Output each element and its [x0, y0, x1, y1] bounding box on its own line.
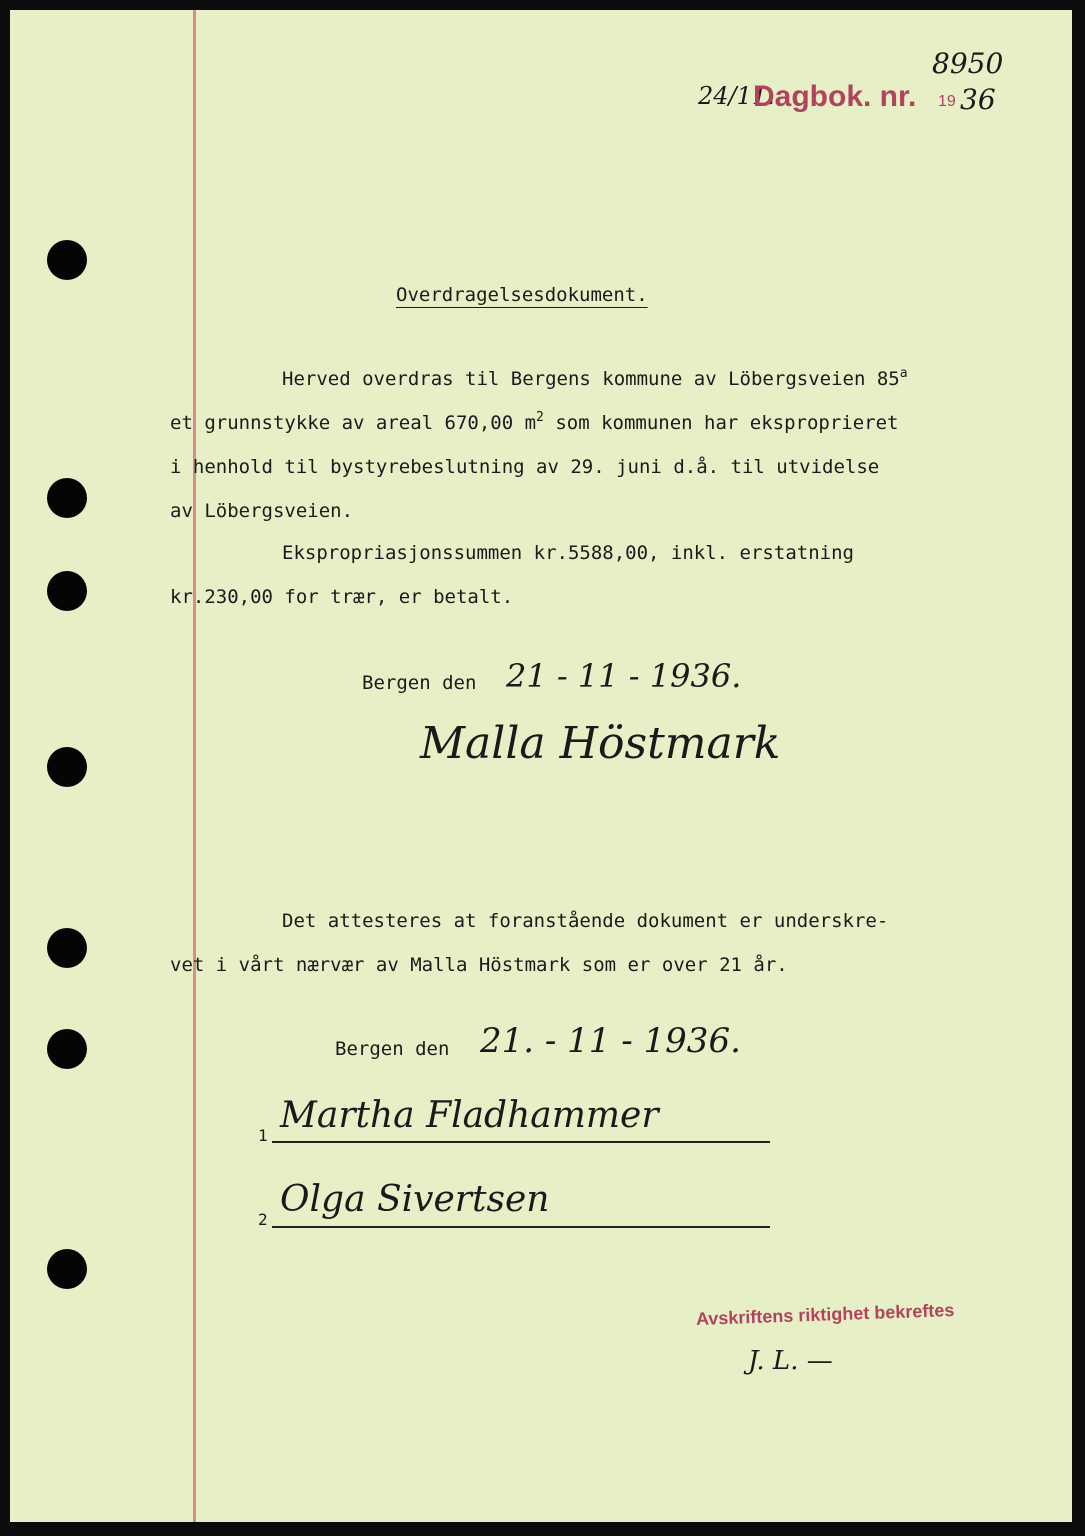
body-line-2: et grunnstykke av areal 670,00 $m^2$ som kommunen har eksproprieret	[170, 410, 899, 434]
document-title: Overdragelsesdokument.	[396, 284, 648, 306]
signing1-date: 21 - 11 - 1936.	[506, 657, 742, 695]
dagbok-stamp-label: Dagbok. nr.	[753, 80, 917, 113]
punch-hole-4	[47, 747, 87, 787]
punch-hole-3	[47, 571, 87, 611]
punch-hole-7	[47, 1249, 87, 1289]
entry-number: 8950	[932, 47, 1004, 80]
certification-stamp: Avskriftens riktighet bekreftes	[695, 1299, 955, 1329]
witness-1-line	[272, 1141, 770, 1143]
header-date-note: 24/11.	[698, 82, 775, 110]
body-line-4: av Löbergsveien.	[170, 500, 354, 522]
year-prefix: 19	[938, 93, 956, 110]
signature-malla-hostmark: Malla Höstmark	[420, 718, 781, 769]
punch-hole-6	[47, 1029, 87, 1069]
punch-hole-5	[47, 928, 87, 968]
attestation-line-1: Det attesteres at foranstående dokument er underskre-	[282, 910, 889, 932]
body-line-1: Herved overdras til Bergens kommune av Löbergsveien 85$^a$	[282, 366, 908, 390]
body-line-5: Ekspropriasjonssummen kr.5588,00, inkl. erstatning	[282, 542, 854, 564]
margin-line	[193, 10, 196, 1522]
signing1-place: Bergen den	[362, 672, 477, 694]
punch-hole-1	[47, 240, 87, 280]
witness-2-number: 2	[258, 1210, 268, 1229]
witness-1-number: 1	[258, 1126, 268, 1145]
attestation-line-2: vet i vårt nærvær av Malla Höstmark som er over 21 år.	[170, 954, 788, 976]
signing2-place: Bergen den	[335, 1038, 450, 1060]
document-page	[10, 10, 1072, 1522]
stamp-initials: J. L. —	[748, 1346, 833, 1376]
witness-2-line	[272, 1226, 770, 1228]
body-line-3: i henhold til bystyrebeslutning av 29. juni d.å. til utvidelse	[170, 456, 880, 478]
witness-1-signature: Martha Fladhammer	[280, 1095, 659, 1136]
year-suffix: 36	[960, 83, 996, 116]
punch-hole-2	[47, 478, 87, 518]
signing2-date: 21. - 11 - 1936.	[480, 1021, 741, 1061]
body-line-6: kr.230,00 for trær, er betalt.	[170, 586, 514, 608]
witness-2-signature: Olga Sivertsen	[280, 1179, 550, 1220]
